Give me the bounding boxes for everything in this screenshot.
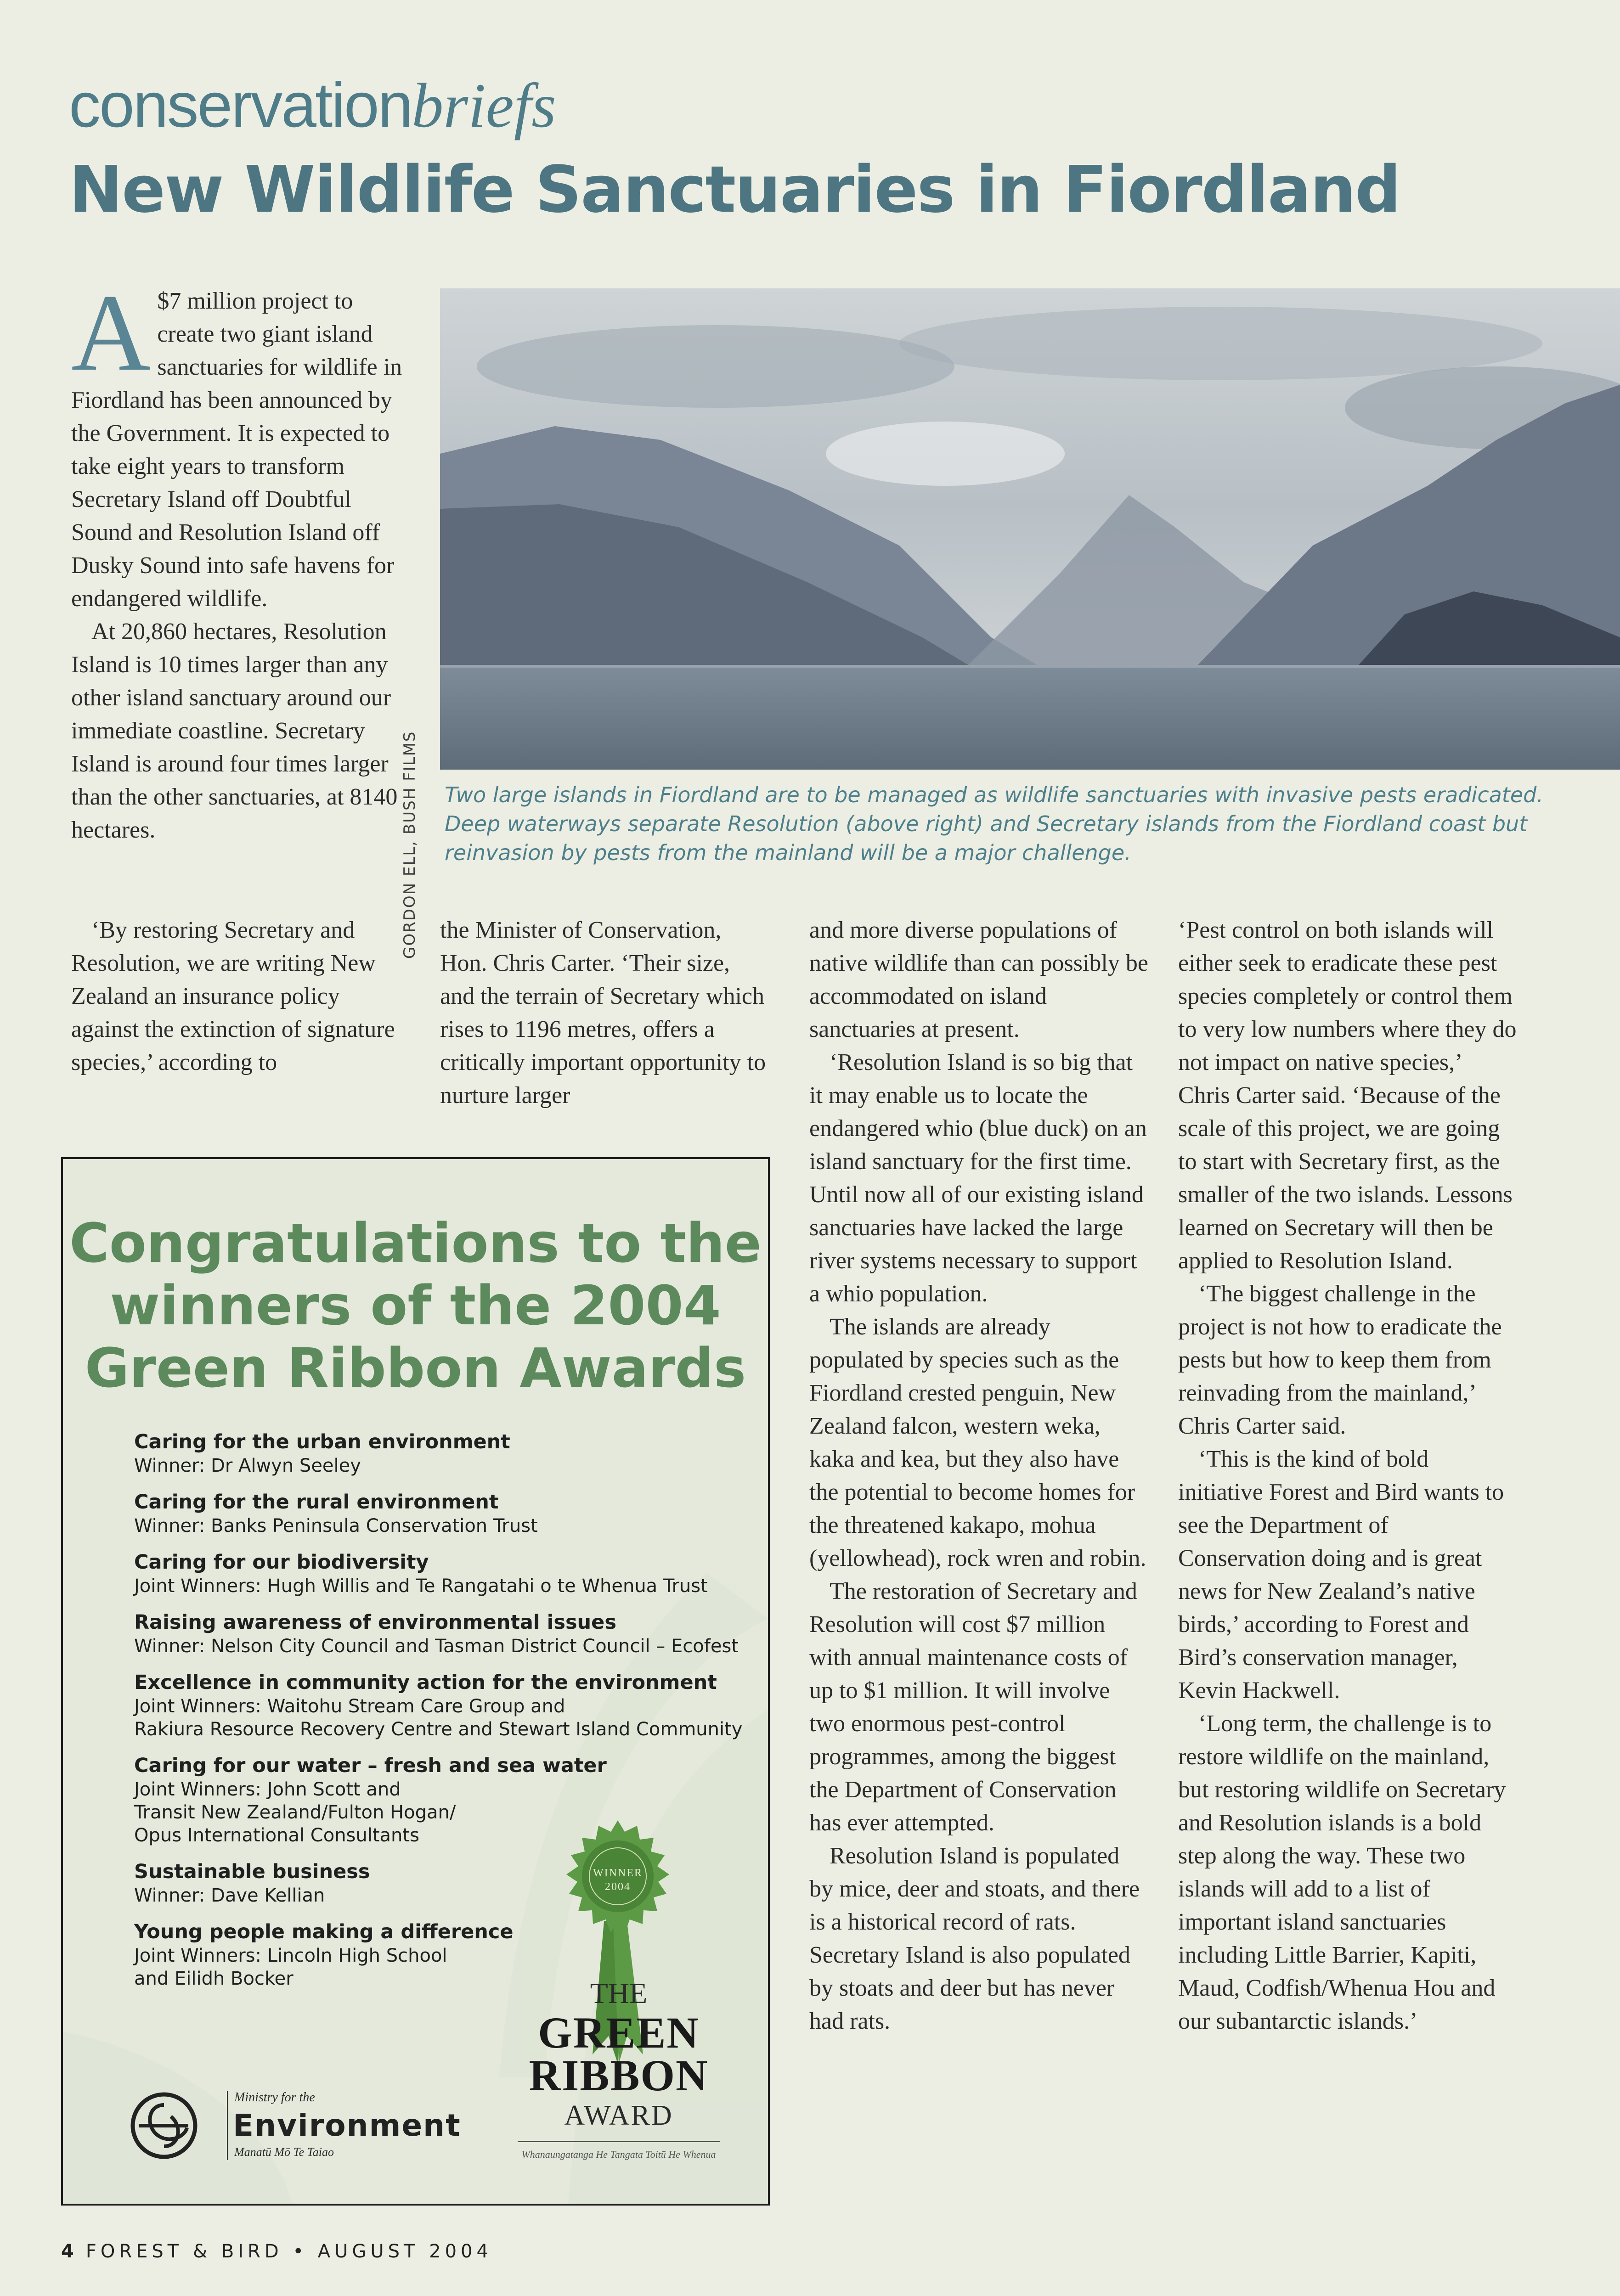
article-paragraph: ‘Long term, the challenge is to restore wildlife on the mainland, but restoring wildlife on Secretary and Resolution islands is a bold step along the way. These two islands will add to a list of important island sanctuaries including Little Barrier, Kapiti, Maud, Codfish/Whenua Hou and our subantarctic islands.’: [1178, 1711, 1506, 2034]
ministry-maori-name: Manatū Mō Te Taiao: [234, 2145, 334, 2159]
article-column-4: [1178, 914, 1518, 2038]
green-ribbon-ribbon: RIBBON: [529, 2051, 709, 2100]
category-heading: Caring for the urban environment: [134, 1430, 510, 1453]
category-winner: and Eilidh Bocker: [134, 1968, 294, 1989]
award-category: [134, 1550, 759, 1598]
ministry-name: Environment: [233, 2108, 461, 2143]
article-column-2: [440, 914, 768, 1112]
category-heading: Sustainable business: [134, 1860, 370, 1883]
page-footer: [61, 2241, 492, 2262]
article-paragraph: ‘Pest control on both islands will either seek to eradicate these pest species completely or control them to very low numbers where they do not impact on native species,’ Chris Carter said. ‘Because of the scale of this project, we are going to start with Secretary first, as the smaller of the two islands. Lessons learned on Secretary will then be applied to Resolution Island.: [1178, 917, 1517, 1274]
kicker-italic: briefs: [412, 70, 556, 141]
footer-text: FOREST & BIRD • AUGUST 2004: [85, 2241, 492, 2262]
article-column-1-top: [71, 271, 409, 847]
article-paragraph: ‘This is the kind of bold initiative Forest and Bird wants to see the Department of Conservation doing and is great news for New Zealand’s native birds,’ according to Forest and Bird’s conservation manager, Kevin Hackwell.: [1178, 1446, 1504, 1704]
section-kicker: [69, 70, 556, 141]
category-heading: Caring for our biodiversity: [134, 1551, 429, 1574]
award-category: [134, 1671, 759, 1741]
photo-caption: Two large islands in Fiordland are to be managed as wildlife sanctuaries with invasive pests eradicated. Deep waterways separate Resolution (above right) and Secretary islands from the Fiordland coast but reinvasion by pests from the mainland will be a major challenge.: [445, 782, 1543, 865]
page-title: New Wildlife Sanctuaries in Fiordland: [69, 152, 1400, 227]
article-paragraph: The islands are already populated by species such as the Fiordland crested penguin, New Zealand falcon, western weka, kaka and kea, but they also have the potential to become homes for the threatened kakapo, mohua (yellowhead), rock wren and robin.: [809, 1314, 1146, 1571]
article-column-1-bottom: [71, 914, 409, 1079]
category-winner: Winner: Banks Peninsula Conservation Trust: [134, 1515, 538, 1536]
category-winner: Opus International Consultants: [134, 1825, 419, 1846]
category-winner: Joint Winners: John Scott and: [134, 1779, 401, 1800]
fiord-landscape-image: [440, 288, 1620, 770]
article-paragraph: Resolution Island is populated by mice, deer and stoats, and there is a historical record of rats. Secretary Island is also populated by stoats and deer but has never had rats.: [809, 1843, 1140, 2034]
category-winner: Joint Winners: Waitohu Stream Care Group and: [134, 1696, 565, 1717]
category-heading: Excellence in community action for the environment: [134, 1671, 717, 1694]
article-paragraph: the Minister of Conservation, Hon. Chris Carter. ‘Their size, and the terrain of Secretary which rises to 1196 metres, offers a critically important opportunity to nurture larger: [440, 917, 766, 1109]
award-category: [134, 1610, 759, 1658]
article-paragraph: The restoration of Secretary and Resolution will cost $7 million with annual maintenance costs of up to $1 million. It will involve two enormous pest-control programmes, among the biggest the Department of Conservation has ever attempted.: [809, 1578, 1137, 1836]
category-winner: Joint Winners: Hugh Willis and Te Rangatahi o te Whenua Trust: [134, 1576, 708, 1597]
category-heading: Caring for the rural environment: [134, 1491, 499, 1514]
green-ribbon-awards-box: [61, 1157, 770, 2206]
category-heading: Caring for our water – fresh and sea water: [134, 1754, 607, 1777]
award-category: [134, 1430, 759, 1477]
green-ribbon-rule: [518, 2141, 720, 2142]
category-heading: Young people making a difference: [134, 1920, 514, 1943]
ministry-logo-icon: [130, 2091, 198, 2160]
photo-credit: GORDON ELL, BUSH FILMS: [401, 731, 419, 959]
article-paragraph: and more diverse populations of native wildlife than can possibly be accommodated on island sanctuaries at present.: [809, 917, 1148, 1042]
category-winner: Winner: Dr Alwyn Seeley: [134, 1455, 361, 1476]
ministry-for-environment-logo: [130, 2082, 497, 2174]
article-paragraph: ‘By restoring Secretary and Resolution, we are writing New Zealand an insurance policy against the extinction of signature species,’ according to: [71, 917, 395, 1075]
article-column-3: [809, 914, 1149, 2038]
award-category: [134, 1490, 759, 1537]
category-winner: Winner: Dave Kellian: [134, 1885, 325, 1906]
award-title-line: Green Ribbon Awards: [85, 1336, 746, 1400]
article-paragraph: ‘The biggest challenge in the project is not how to eradicate the pests but how to keep them from reinvading from the mainland,’ Chris Carter said.: [1178, 1281, 1502, 1439]
category-heading: Raising awareness of environmental issues: [134, 1611, 616, 1634]
article-paragraph: ‘Resolution Island is so big that it may enable us to locate the endangered whio (blue duck) on an island sanctuary for the first time. Until now all of our existing island sanctuaries have lacked the large river systems necessary to support a whio population.: [809, 1049, 1147, 1307]
article-paragraph: [71, 271, 409, 615]
logo-divider: [227, 2091, 228, 2160]
category-winner: Winner: Nelson City Council and Tasman District Council – Ecofest: [134, 1636, 739, 1657]
category-winner: Transit New Zealand/Fulton Hogan/: [134, 1802, 456, 1823]
rosette-label: WINNER 2004: [593, 1867, 643, 1893]
category-winner: Rakiura Resource Recovery Centre and Stewart Island Community: [134, 1719, 743, 1740]
paragraph-text: $7 million project to create two giant island sanctuaries for wildlife in Fiordland has been announced by the Government. It is expected to take eight years to transform Secretary Island off Doubtful Sound and Resolution Island off Dusky Sound into safe havens for endangered wildlife.: [71, 288, 402, 612]
drop-cap: A: [71, 271, 151, 394]
award-title: [63, 1212, 768, 1399]
fiordland-photo: [440, 288, 1620, 770]
green-ribbon-award: AWARD: [564, 2100, 673, 2131]
green-ribbon-green: GREEN: [538, 2008, 700, 2057]
article-paragraph: At 20,860 hectares, Resolution Island is 10 times larger than any other island sanctuary around our immediate coastline. Secretary Island is around four times larger than the other sanctuaries, at 8140 hectares.: [71, 619, 398, 843]
award-title-line: Congratulations to the: [69, 1211, 762, 1275]
award-title-line: winners of the 2004: [110, 1274, 721, 1337]
category-winner: Joint Winners: Lincoln High School: [134, 1945, 447, 1966]
green-ribbon-motto: Whanaungatanga He Tangata Toitū He Whenua: [521, 2149, 716, 2160]
green-ribbon-the: THE: [590, 1977, 648, 2009]
ministry-label: Ministry for the: [234, 2090, 315, 2105]
page-number: 4: [61, 2241, 74, 2262]
kicker-plain: conservation: [69, 70, 412, 141]
